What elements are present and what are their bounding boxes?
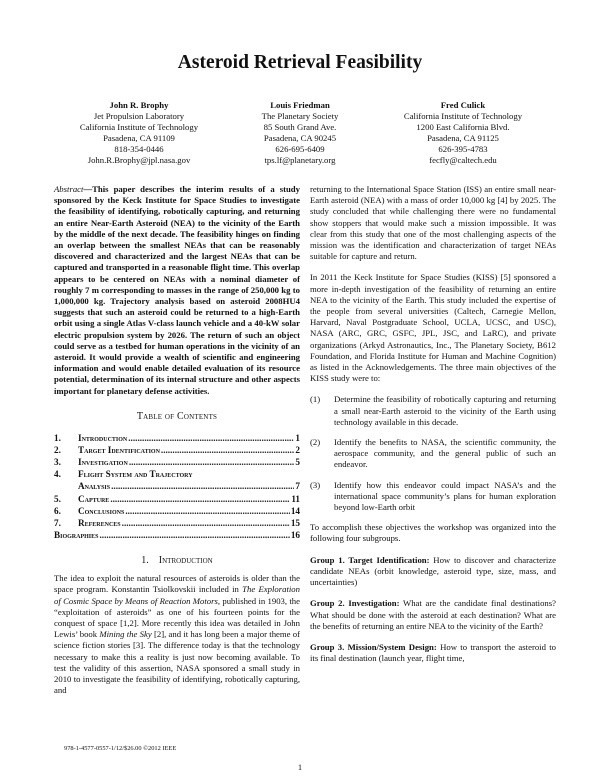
toc-item: Analysis ..... 7 [54,480,300,492]
author-phone: 626-695-6409 [275,144,325,154]
toc-item: 4. Flight System and Trajectory [54,469,193,480]
abstract-text: —This paper describes the interim results of a study sponsored by the Keck Institute for Space Studies to investigate the feasibility of identifying, robotically capturing, and returning an entire Near-Earth Asteroid (NEA) to the vicinity of the Earth by the middle of the next decade. The feasibility hinges on finding an overlap between the smallest NEAs that can be reasonably discovered and characterized and the largest NEAs that can be captured and transported in a reasonable flight time. This overlap appears to be centered on NEAs with a nominal diameter of roughly 7 m corresponding to masses in the range of 250,000 kg to 1,000,000 kg. Trajectory analysis based on asteroid 2008HU4 suggests that such an asteroid could be returned to a high-Earth orbit using a single Atlas V-class launch vehicle and a 40-kW solar electric propulsion system by 2026. The return of such an object could serve as a testbed for human operations in the vicinity of an asteroid. It would provide a wealth of scientific and engineering information and would enable detailed evaluation of its resource potential, determination of its internal structure and other aspects important for planetary defense activities. [54,184,300,396]
author-address: 1200 East California Blvd. [416,122,510,132]
objective-item: (2) Identify the benefits to NASA, the scientific community, the aerospace community, and the general public of such an endeavor. [310,437,556,470]
author-address: Pasadena, CA 91125 [427,133,499,143]
author-address: Pasadena, CA 91109 [103,133,175,143]
toc-item: 7. References ..... 15 [54,517,300,529]
intro-paragraph: The idea to exploit the natural resources of asteroids is older than the space program. Konstantin Tsiolkovskii included in The Exploration of Cosmic Space by Means of Reaction Motors, published in 1903, the “exploitation of asteroids” as one of his fourteen points for the conquest of space [1,2]. More recently this idea was detailed in John Lewis’ book Mining the Sky [2], and it has long been a major theme of science fiction stories [3]. The difference today is that the technology necessary to make this a reality is just now becoming available. To test the validity of this assertion, NASA sponsored a small study in 2010 to investigate the feasibility of identifying, robotically capturing, and [54,573,301,696]
toc-title: Table of Contents [136,410,218,422]
toc-item: 5. Capture ..... 11 [54,493,300,505]
author-address: Pasadena, CA 90245 [263,133,337,143]
author-name: John R. Brophy [109,100,169,110]
author-affiliation: California Institute of Technology [79,122,199,132]
right-column [310,184,556,674]
paper-title: Asteroid Retrieval Feasibility [177,52,423,73]
body-paragraph: returning to the International Space Station (ISS) an entire small near-Earth asteroid (NEA) with a mass of order 10,000 kg [4] by 2025. The study concluded that while challenging there were no fundamental show stoppers that would make such a mission impossible. It was clear from this study that one of the most challenging aspects of the mission was the identification and characterization of target NEAs suitable for capture and return. [310,184,556,262]
toc-item: 1. Introduction ..... 1 [54,432,300,444]
toc-item: 3. Investigation ..... 5 [54,456,300,468]
author-phone: 818-354-0446 [114,144,164,154]
author-block-2 [215,100,385,166]
table-of-contents [54,432,300,541]
author-name: Fred Culick [440,100,486,110]
objective-item: (1) Determine the feasibility of robotically capturing and returning a small near-Earth asteroid to the vicinity of the Earth using technology available in this decade. [310,394,556,427]
toc-item: Biographies ..... 16 [54,529,300,541]
abstract-lead: Abstract [54,184,84,194]
body-paragraph: To accomplish these objectives the workshop was organized into the following four subgroups. [310,522,556,544]
author-email: tps.lf@planetary.org [264,155,336,165]
page-number: 1 [297,762,303,772]
left-column [54,184,300,706]
author-phone: 626-395-4783 [438,144,488,154]
body-paragraph: In 2011 the Keck Institute for Space Studies (KISS) [5] sponsored a more in-depth investigation of the feasibility of returning an entire NEA to the vicinity of the Earth. This study included the expertise of the people from several universities (Caltech, Carnegie Mellon, Harvard, Naval Postgraduate School, UCLA, UCSC, and USC), NASA (ARC, GRC, GSFC, JPL, JSC, and LaRC), and private organizations (Arkyd Astronautics, Inc., The Planetary Society, B612 Foundation, and Florida Institute for Human and Machine Cognition) as listed in the Acknowledgements. The three main objectives of the KISS study were to: [310,272,556,384]
copyright-notice: 978-1-4577-0557-1/12/$26.00 ©2012 IEEE [64,745,177,752]
author-block-3 [378,100,548,166]
author-name: Louis Friedman [270,100,330,110]
section-heading-introduction: 1. Introduction [141,554,213,566]
toc-item: 6. Conclusions ..... 14 [54,505,300,517]
author-email: John.R.Brophy@jpl.nasa.gov [87,155,191,165]
author-email: fecfly@caltech.edu [429,155,497,165]
toc-item: 2. Target Identification ..... 2 [54,444,300,456]
group-paragraph: Group 1. Target Identification: How to discover and characterize candidate NEAs (orbit knowledge, asteroid type, size, mass, and uncertainties) [310,554,556,588]
author-address: 85 South Grand Ave. [263,122,337,132]
author-block-1 [54,100,224,166]
author-affiliation: Jet Propulsion Laboratory [93,111,185,121]
author-affiliation: The Planetary Society [261,111,339,121]
group-paragraph: Group 3. Mission/System Design: How to transport the asteroid to its final destination (launch year, flight time, [310,641,556,664]
abstract [54,184,300,397]
author-affiliation: California Institute of Technology [403,111,523,121]
objective-item: (3) Identify how this endeavor could impact NASA’s and the international space community’s plans for human exploration beyond low-Earth orbit [310,479,556,513]
group-paragraph: Group 2. Investigation: What are the candidate final destinations? What should be done with the asteroid at each destination? What are the benefits of returning an entire NEA to the vicinity of the Earth? [310,598,556,631]
